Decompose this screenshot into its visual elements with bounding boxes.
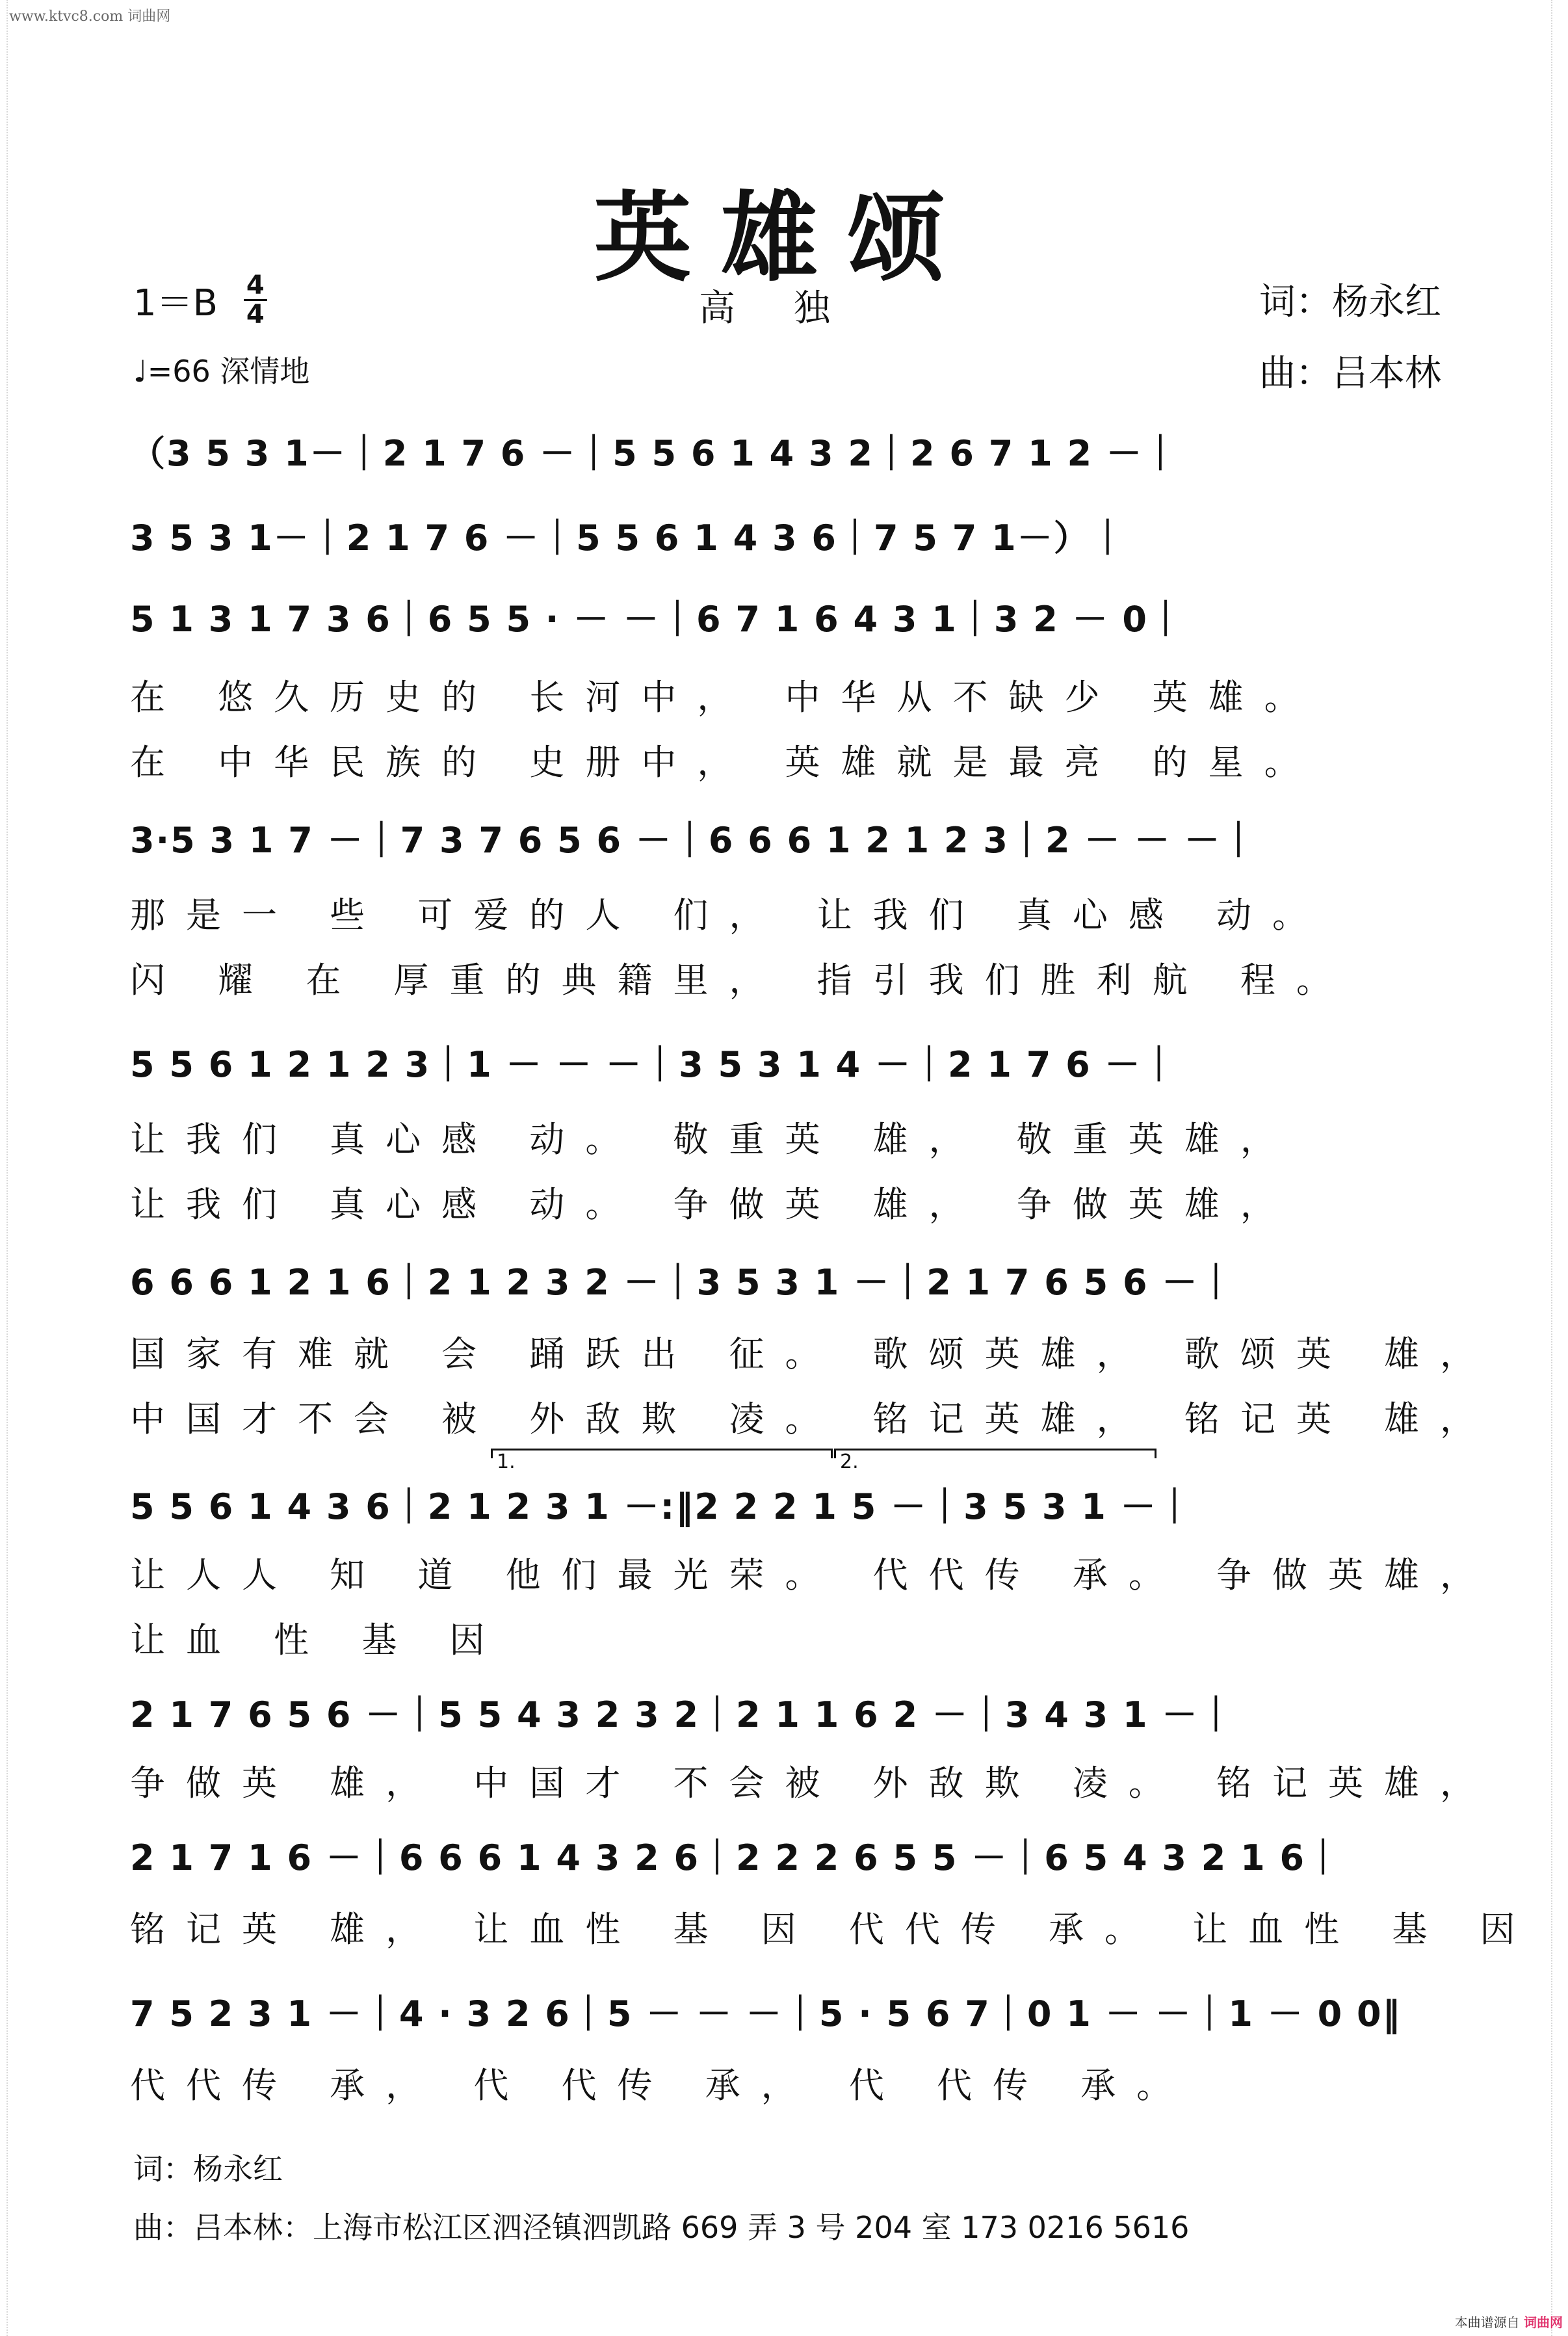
right-margin-decoration: [1551, 0, 1561, 2336]
second-ending-bracket: [834, 1449, 1156, 1473]
notation-row: 5 1 3 1 7 3 6｜6 5 5 · － －｜6 7 1 6 4 3 1｜3 2 － 0｜: [130, 599, 1184, 640]
notation-row: 7 5 2 3 1 －｜4 · 3 2 6｜5 － － －｜5 · 5 6 7｜0 1 － －｜1 － 0 0‖: [130, 1993, 1402, 2034]
lyrics-row: 让我们 真心感 动。 敬重英 雄， 敬重英雄，: [130, 1119, 1296, 1160]
key-signature: [133, 272, 267, 328]
lyrics-row: 在 悠久历史的 长河中， 中华从不缺少 英雄。: [130, 677, 1320, 718]
lyrics-row: 在 中华民族的 史册中， 英雄就是最亮 的星。: [130, 742, 1320, 783]
notation-row: 6 6 6 1 2 1 6｜2 1 2 3 2 －｜3 5 3 1 －｜2 1 7 6 5 6 －｜: [130, 1262, 1235, 1303]
meter-top: 4: [244, 272, 267, 301]
badge-left: 本曲谱源自: [1454, 2315, 1520, 2330]
meter-bottom: 4: [246, 300, 265, 330]
voice-type: 高独: [699, 287, 889, 330]
ending-label: 2.: [840, 1450, 859, 1473]
lyrics-row: 中国才不会 被 外敌欺 凌。 铭记英雄， 铭记英 雄，: [130, 1398, 1496, 1439]
key-text: 1＝B: [133, 282, 218, 324]
notation-row: 2 1 7 6 5 6 －｜5 5 4 3 2 3 2｜2 1 1 6 2 －｜3 4 3 1 －｜: [130, 1694, 1235, 1735]
source-badge[interactable]: [1455, 2312, 1563, 2331]
notation-row: 3 5 3 1－｜2 1 7 6 －｜5 5 6 1 4 3 6｜7 5 7 1－）｜: [130, 518, 1127, 558]
notation-row: 3·5 3 1 7 －｜7 3 7 6 5 6 －｜6 6 6 1 2 1 2 3｜2 － － －｜: [130, 820, 1257, 861]
lyrics-row: 让我们 真心感 动。 争做英 雄， 争做英雄，: [130, 1184, 1296, 1225]
lyricist-credit: 词：杨永红: [1259, 281, 1441, 323]
notation-row: （3 5 3 1－｜2 1 7 6 －｜5 5 6 1 4 3 2｜2 6 7 1 2 －｜: [130, 433, 1179, 474]
footer-composer-contact: 曲：吕本林：上海市松江区泗泾镇泗凯路 669 弄 3 号 204 室 173 0216 5616: [133, 2210, 1190, 2245]
lyrics-row: 让人人 知 道 他们最光荣。 代代传 承。 争做英雄，: [130, 1555, 1496, 1595]
footer-lyricist: 词：杨永红: [133, 2151, 283, 2186]
lyrics-row: 争做英 雄， 中国才 不会被 外敌欺 凌。 铭记英雄，: [130, 1763, 1496, 1804]
badge-right: 词曲网: [1524, 2315, 1563, 2330]
ending-label: 1.: [497, 1450, 516, 1473]
lyrics-row: 代代传 承， 代 代传 承， 代 代传 承。: [130, 2065, 1193, 2106]
site-watermark[interactable]: www.ktvc8.com 词曲网: [9, 8, 171, 25]
notation-row: 5 5 6 1 2 1 2 3｜1 － － －｜3 5 3 1 4 －｜2 1 7 6 －｜: [130, 1044, 1178, 1085]
notation-row: 5 5 6 1 4 3 6｜2 1 2 3 1 －:‖2 2 2 1 5 －｜3 5 3 1 －｜: [130, 1486, 1194, 1527]
notation-row: 2 1 7 1 6 －｜6 6 6 1 4 3 2 6｜2 2 2 6 5 5 －｜6 5 4 3 2 1 6｜: [130, 1837, 1342, 1878]
time-signature: [244, 272, 267, 328]
tempo-marking: ♩=66 深情地: [133, 354, 310, 389]
lyrics-row: 国家有难就 会 踊跃出 征。 歌颂英雄， 歌颂英 雄，: [130, 1333, 1496, 1374]
lyrics-row: 那是一 些 可爱的人 们， 让我们 真心感 动。: [130, 895, 1328, 936]
song-title: 英雄颂: [594, 181, 974, 295]
left-margin-decoration: [7, 0, 17, 2336]
first-ending-bracket: [491, 1449, 833, 1473]
lyrics-row: 闪 耀 在 厚重的典籍里， 指引我们胜利航 程。: [130, 960, 1352, 1001]
lyrics-row: 铭记英 雄， 让血性 基 因 代代传 承。 让血性 基 因: [130, 1909, 1536, 1950]
composer-credit: 曲：吕本林: [1259, 352, 1441, 395]
lyrics-row: 让血 性 基 因: [130, 1620, 506, 1660]
